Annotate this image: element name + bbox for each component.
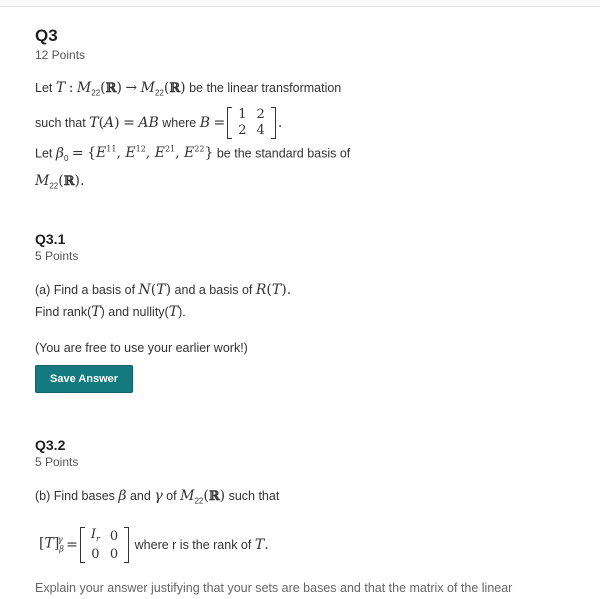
math-gamma: γ bbox=[154, 488, 163, 505]
cutoff-text: Explain your answer justifying that your sets are bases and that the matrix of the linear bbox=[35, 581, 513, 596]
math-paren: (T) bbox=[150, 282, 172, 299]
math-eq: = bbox=[71, 145, 84, 162]
q3-line-2 bbox=[35, 107, 600, 139]
top-bar bbox=[0, 0, 600, 7]
matrix-B bbox=[227, 107, 276, 139]
math-arrow: → bbox=[125, 80, 138, 96]
math-paren: ) bbox=[114, 114, 120, 131]
sub-22: 22 bbox=[194, 496, 204, 506]
question-title: Q3.1 bbox=[35, 231, 66, 248]
math-R: (ℝ) bbox=[203, 488, 226, 505]
math-R: (ℝ). bbox=[58, 172, 85, 189]
math-period: . bbox=[264, 536, 269, 553]
math-beta: β bbox=[118, 488, 127, 505]
math-A: A bbox=[104, 114, 115, 131]
question-points: 5 Points bbox=[35, 455, 79, 470]
text: (b) Find bases bbox=[35, 489, 115, 504]
text: (a) Find a basis of bbox=[35, 283, 136, 298]
math-TA: T bbox=[89, 114, 99, 131]
sub-0: 0 bbox=[63, 153, 69, 163]
math-paren: (T). bbox=[266, 282, 292, 299]
math-T: T bbox=[55, 80, 66, 96]
text: and bbox=[129, 489, 151, 504]
text: Let bbox=[35, 81, 53, 95]
text: Find rank( bbox=[35, 305, 92, 320]
q3-2-matrix-line bbox=[35, 527, 600, 564]
text: ) and nullity( bbox=[100, 305, 169, 320]
math-AB: AB bbox=[138, 114, 159, 131]
math-basis: {$E^{11}$, $E^{12}$, $E^{21}$, $E^{22}$} bbox=[87, 144, 214, 162]
text: of bbox=[166, 489, 177, 504]
matrix-cell: 0 bbox=[109, 528, 119, 544]
math-M22: M bbox=[76, 80, 92, 96]
matrix-cell: 0 bbox=[91, 547, 100, 563]
math-RT: R bbox=[255, 282, 267, 299]
math-eq: = bbox=[213, 114, 226, 131]
math-colon: : bbox=[68, 80, 74, 96]
question-q3-1 bbox=[35, 231, 600, 393]
text: such that bbox=[35, 115, 86, 130]
math-Tbg: $[T]_\beta^\gamma$ bbox=[39, 535, 64, 554]
matrix-cell: $I_r$ bbox=[90, 526, 100, 544]
matrix-I bbox=[80, 527, 129, 564]
text: be the linear transformation bbox=[189, 81, 342, 95]
text: where bbox=[162, 115, 197, 130]
q3-line-3 bbox=[35, 139, 600, 198]
math-R: (ℝ) bbox=[163, 80, 186, 96]
matrix-cell: 2 bbox=[238, 122, 247, 138]
sub-22: 22 bbox=[91, 88, 101, 98]
q3-line-1 bbox=[35, 77, 600, 105]
sub-22: 22 bbox=[49, 181, 59, 191]
math-beta0: β bbox=[55, 145, 64, 162]
text: be the standard basis of bbox=[216, 146, 351, 161]
text: ). bbox=[178, 305, 186, 320]
question-points: 5 Points bbox=[35, 249, 79, 264]
math-period: . bbox=[277, 114, 283, 131]
q3-2-part-b bbox=[35, 485, 600, 513]
math-B: B bbox=[199, 114, 211, 131]
math-M22: M bbox=[180, 488, 195, 505]
sub-22: 22 bbox=[154, 88, 164, 98]
question-q3 bbox=[35, 7, 600, 197]
question-q3-2 bbox=[35, 437, 600, 596]
math-eq: = bbox=[123, 114, 135, 131]
math-M22: M bbox=[35, 172, 50, 189]
math-paren: ( bbox=[98, 114, 105, 131]
text: Let bbox=[35, 146, 53, 161]
save-button-wrap bbox=[35, 365, 600, 393]
text: where r is the rank of bbox=[134, 537, 252, 552]
matrix-cell: 4 bbox=[256, 122, 265, 138]
save-answer-button[interactable]: Save Answer bbox=[35, 365, 133, 393]
math-T: T bbox=[254, 536, 265, 553]
q3-1-part-a bbox=[35, 279, 600, 323]
text: such that bbox=[228, 489, 280, 504]
matrix-cell: 2 bbox=[256, 106, 265, 122]
matrix-cell: 1 bbox=[238, 106, 247, 122]
question-title: Q3.2 bbox=[35, 437, 66, 454]
question-title: Q3 bbox=[35, 26, 58, 45]
math-T: T bbox=[168, 304, 179, 321]
math-T: T bbox=[91, 304, 101, 321]
math-M22: M bbox=[140, 80, 155, 96]
question-content bbox=[0, 7, 600, 596]
text: and a basis of bbox=[174, 283, 253, 298]
question-points: 12 Points bbox=[35, 48, 86, 62]
q3-1-note: (You are free to use your earlier work!) bbox=[35, 341, 248, 356]
math-eq: = bbox=[66, 536, 78, 553]
math-NT: N bbox=[138, 282, 151, 299]
matrix-cell: 0 bbox=[109, 547, 119, 563]
math-R: (ℝ) bbox=[100, 80, 122, 96]
